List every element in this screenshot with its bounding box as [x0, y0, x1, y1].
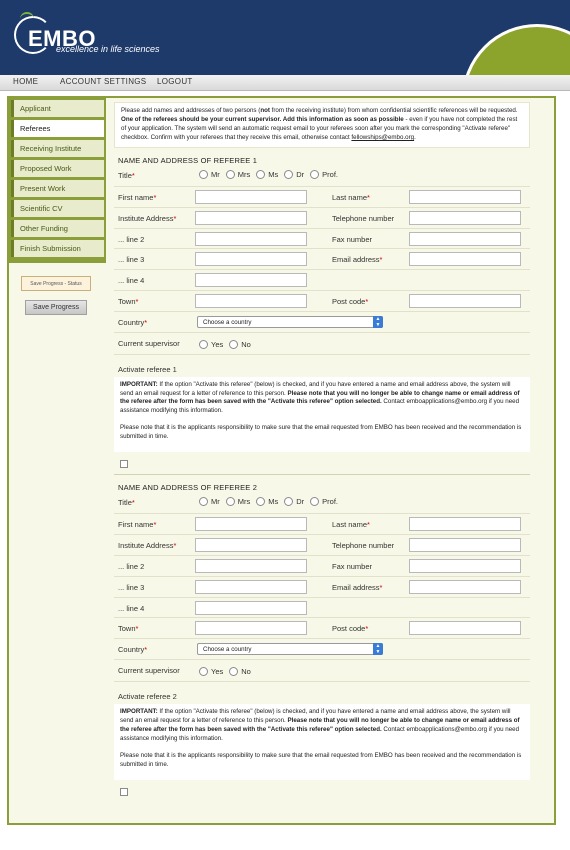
- telephone-input[interactable]: [409, 211, 521, 225]
- title-label: [118, 171, 135, 180]
- line4-row: [114, 598, 530, 619]
- radio-button[interactable]: [256, 497, 265, 506]
- title-row: [114, 492, 530, 514]
- address-line4-input[interactable]: [195, 273, 307, 287]
- label-text: Country: [118, 317, 145, 327]
- last-name-label: [332, 520, 370, 529]
- institute-row: [114, 208, 530, 229]
- activate-referee-2-checkbox[interactable]: [120, 788, 128, 796]
- activate-referee-1-checkbox[interactable]: [120, 460, 128, 468]
- label-text: Town: [118, 624, 136, 634]
- title-mrs-option[interactable]: [226, 497, 251, 506]
- fax-label: Fax number: [332, 234, 373, 244]
- post-code-input[interactable]: [409, 621, 521, 635]
- required-mark: *: [131, 498, 135, 508]
- country-select-value: Choose a country: [203, 318, 252, 326]
- telephone-label: Telephone number: [332, 541, 395, 551]
- required-mark: *: [379, 582, 383, 592]
- telephone-input[interactable]: [409, 538, 521, 552]
- fax-label: Fax number: [332, 562, 373, 572]
- label-text: Post code: [332, 624, 366, 634]
- select-arrows-icon: ▲ ▼: [373, 316, 383, 328]
- country-label: [118, 318, 147, 327]
- required-mark: *: [367, 192, 370, 202]
- title-mrs-option[interactable]: [226, 170, 251, 179]
- supervisor-no-option[interactable]: [229, 667, 251, 676]
- town-input[interactable]: [195, 621, 307, 635]
- title-ms-option[interactable]: [256, 497, 278, 506]
- sidebar-item-other-funding[interactable]: Other Funding: [11, 220, 104, 237]
- town-input[interactable]: [195, 294, 307, 308]
- required-mark: *: [173, 213, 177, 223]
- title-mr-option[interactable]: [199, 170, 220, 179]
- label-text: Email address: [332, 582, 380, 592]
- radio-button[interactable]: [256, 170, 265, 179]
- radio-button[interactable]: [199, 667, 208, 676]
- logo-tagline: excellence in life sciences: [56, 44, 160, 54]
- town-label: [118, 624, 138, 633]
- institute-address-label: [118, 541, 176, 550]
- select-arrows-icon: ▲ ▼: [373, 643, 383, 655]
- supervisor-radio-group: [199, 667, 251, 676]
- first-name-input[interactable]: [195, 190, 307, 204]
- address-line3-input[interactable]: [195, 580, 307, 594]
- radio-label: Dr: [296, 497, 305, 507]
- email-input[interactable]: [409, 580, 521, 594]
- fax-input[interactable]: [409, 232, 521, 246]
- page-header: [0, 0, 570, 75]
- radio-button[interactable]: [284, 497, 293, 506]
- intro-end: .: [414, 133, 416, 141]
- radio-button[interactable]: [229, 667, 238, 676]
- title-prof-option[interactable]: [310, 497, 338, 506]
- name-row: [114, 514, 530, 535]
- address-line3-input[interactable]: [195, 252, 307, 266]
- label-text: First name: [118, 192, 154, 202]
- intro-part: Please add names and addresses of two persons (: [121, 107, 261, 114]
- radio-button[interactable]: [226, 170, 235, 179]
- address-line4-input[interactable]: [195, 601, 307, 615]
- title-dr-option[interactable]: [284, 170, 304, 179]
- title-mr-option[interactable]: [199, 497, 220, 506]
- radio-button[interactable]: [199, 170, 208, 179]
- last-name-input[interactable]: [409, 190, 521, 204]
- decorative-green-circle: [462, 24, 570, 75]
- title-dr-option[interactable]: [284, 497, 304, 506]
- title-ms-option[interactable]: [256, 170, 278, 179]
- nav-logout-link[interactable]: LOGOUT: [157, 77, 193, 86]
- radio-label: Prof.: [322, 169, 339, 179]
- line4-row: [114, 270, 530, 291]
- notice-text: Contact emboapplications@embo.org if you need assistance modifying this information.: [120, 725, 520, 742]
- title-label-text: Title: [118, 498, 132, 508]
- fax-input[interactable]: [409, 559, 521, 573]
- radio-label: Ms: [268, 169, 279, 179]
- title-radio-group: [199, 497, 338, 506]
- address-line4-label: ... line 4: [118, 276, 145, 286]
- required-mark: *: [131, 170, 135, 180]
- radio-button[interactable]: [284, 170, 293, 179]
- town-row: [114, 618, 530, 639]
- address-line2-label: ... line 2: [118, 234, 145, 244]
- radio-label: Ms: [268, 497, 279, 507]
- notice-important: IMPORTANT:: [120, 708, 158, 715]
- activate-notice-1: [114, 377, 530, 453]
- required-mark: *: [153, 520, 157, 530]
- label-text: Email address: [332, 255, 380, 265]
- label-text: Country: [118, 645, 145, 655]
- radio-label: Mr: [211, 169, 220, 179]
- title-radio-group: [199, 170, 338, 179]
- label-text: Town: [118, 296, 136, 306]
- line3-row: [114, 577, 530, 598]
- top-navigation: [0, 75, 570, 91]
- sidebar-nav: [9, 98, 106, 263]
- intro-bold: One of the referees should be your current supervisor. Add this information as soon as possible: [121, 115, 404, 123]
- radio-label: Dr: [296, 169, 305, 179]
- required-mark: *: [365, 624, 369, 634]
- save-progress-button[interactable]: Save Progress: [25, 300, 87, 315]
- last-name-label: [332, 193, 370, 202]
- notice-text: Contact emboapplications@embo.org if you need assistance modifying this information.: [120, 398, 520, 415]
- current-supervisor-label: Current supervisor: [118, 338, 180, 348]
- sidebar-item-present-work[interactable]: Present Work: [11, 180, 104, 197]
- label-text: Last name: [332, 192, 368, 202]
- sidebar-item-proposed-work[interactable]: Proposed Work: [11, 160, 104, 177]
- telephone-label: Telephone number: [332, 213, 395, 223]
- radio-button[interactable]: [310, 170, 319, 179]
- label-text: Last name: [332, 520, 368, 530]
- title-row: [114, 165, 530, 187]
- town-label: [118, 297, 138, 306]
- intro-part: - even if you have not completed the rest of your application. The system will send an automatic request email to your referees soon after you mark the corresponding "Activate referee" checkbox. Confirm with your referees that they receive this email, otherwise contact: [121, 115, 518, 141]
- required-mark: *: [379, 255, 383, 265]
- title-label: [118, 498, 135, 507]
- radio-label: Mrs: [237, 169, 251, 179]
- post-code-label: [332, 297, 368, 306]
- notice-text: If the option "Activate this referee" (below) is checked, and if you have entered a name and email address above, the system will send an email request for a letter of reference to this person.: [120, 380, 511, 397]
- radio-button[interactable]: [229, 340, 238, 349]
- required-mark: *: [144, 317, 148, 327]
- supervisor-no-option[interactable]: [229, 340, 251, 349]
- section-divider: [114, 474, 530, 475]
- line2-row: [114, 229, 530, 250]
- country-select[interactable]: [197, 643, 383, 655]
- radio-label: Mrs: [237, 497, 251, 507]
- notice-paragraph-2: Please note that it is the applicants responsibility to make sure that the email requested from EMBO has been received and the recommendation is submitted in time.: [120, 424, 522, 441]
- radio-button[interactable]: [226, 497, 235, 506]
- supervisor-radio-group: [199, 340, 251, 349]
- supervisor-yes-option[interactable]: [199, 340, 223, 349]
- first-name-label: [118, 193, 156, 202]
- embo-logo[interactable]: EMBO: [28, 26, 96, 51]
- label-text: Post code: [332, 296, 366, 306]
- institute-row: [114, 535, 530, 556]
- notice-text: If the option "Activate this referee" (below) is checked, and if you have entered a name and email address above, the system will send an email request for a letter of reference to this person.: [120, 708, 511, 724]
- activate-referee-1-label: Activate referee 1: [118, 364, 177, 374]
- label-text: First name: [118, 520, 154, 530]
- referee-2-heading: NAME AND ADDRESS OF REFEREE 2: [118, 483, 258, 493]
- country-row: [114, 639, 530, 660]
- radio-button[interactable]: [199, 340, 208, 349]
- radio-label: Yes: [211, 339, 224, 349]
- radio-label: Mr: [211, 497, 220, 507]
- required-mark: *: [367, 520, 370, 530]
- radio-label: Prof.: [322, 497, 339, 507]
- intro-not: not: [260, 107, 270, 114]
- radio-button[interactable]: [199, 497, 208, 506]
- intro-part: from the receiving institute) from whom confidential scientific references will be requested.: [269, 107, 518, 114]
- radio-label: No: [241, 667, 251, 676]
- address-line2-input[interactable]: [195, 559, 307, 573]
- sidebar-item-receiving-institute[interactable]: Receiving Institute: [11, 140, 104, 157]
- address-line4-label: ... line 4: [118, 603, 145, 613]
- activate-notice-2: [114, 704, 530, 780]
- required-mark: *: [365, 296, 369, 306]
- fellowships-email-link[interactable]: fellowships@embo.org: [351, 133, 415, 141]
- address-line2-label: ... line 2: [118, 562, 145, 572]
- institute-address-input[interactable]: [195, 211, 307, 225]
- institute-address-input[interactable]: [195, 538, 307, 552]
- required-mark: *: [135, 624, 139, 634]
- save-progress-status: Save Progress - Status: [21, 276, 91, 291]
- country-label: [118, 645, 147, 654]
- required-mark: *: [153, 192, 157, 202]
- email-input[interactable]: [409, 252, 521, 266]
- title-prof-option[interactable]: [310, 170, 338, 179]
- referees-form: [114, 102, 530, 796]
- supervisor-row: [114, 660, 530, 682]
- activate-referee-2-label: Activate referee 2: [118, 692, 177, 701]
- address-line3-label: ... line 3: [118, 582, 145, 592]
- address-line3-label: ... line 3: [118, 255, 145, 265]
- post-code-label: [332, 624, 368, 633]
- label-text: Institute Address: [118, 541, 174, 551]
- post-code-input[interactable]: [409, 294, 521, 308]
- required-mark: *: [144, 645, 148, 655]
- embo-logo-arc: [20, 12, 34, 19]
- email-label: [332, 255, 382, 264]
- country-select-value: Choose a country: [203, 646, 252, 654]
- notice-bold: Please note that you will no longer be able to change name or email address of the referee after the form has been saved with the "Activate this referee" option selected.: [120, 389, 520, 406]
- radio-label: Yes: [211, 667, 224, 676]
- address-line2-input[interactable]: [195, 232, 307, 246]
- sidebar-item-applicant[interactable]: Applicant: [11, 100, 104, 117]
- radio-button[interactable]: [310, 497, 319, 506]
- email-label: [332, 583, 382, 592]
- required-mark: *: [135, 296, 139, 306]
- country-select[interactable]: [197, 316, 383, 328]
- town-row: [114, 291, 530, 312]
- title-label-text: Title: [118, 170, 132, 180]
- sidebar-item-scientific-cv[interactable]: Scientific CV: [11, 200, 104, 217]
- institute-address-label: [118, 214, 176, 223]
- label-text: Institute Address: [118, 213, 174, 223]
- first-name-label: [118, 520, 156, 529]
- nav-home-link[interactable]: HOME: [13, 77, 39, 86]
- required-mark: *: [173, 541, 177, 551]
- line2-row: [114, 556, 530, 577]
- radio-label: No: [241, 339, 251, 349]
- first-name-input[interactable]: [195, 517, 307, 531]
- referee-1-heading: NAME AND ADDRESS OF REFEREE 1: [118, 155, 258, 165]
- sidebar-item-referees[interactable]: Referees: [11, 120, 104, 137]
- notice-paragraph-2: Please note that it is the applicants responsibility to make sure that the email requested from EMBO has been received and the recommendation is submitted in time.: [120, 751, 522, 768]
- current-supervisor-label: Current supervisor: [118, 666, 180, 675]
- supervisor-row: [114, 333, 530, 355]
- nav-account-settings-link[interactable]: ACCOUNT SETTINGS: [60, 77, 147, 86]
- line3-row: [114, 249, 530, 270]
- notice-bold: Please note that you will no longer be able to change name or email address of the referee after the form has been saved with the "Activate this referee" option selected.: [120, 716, 520, 733]
- name-row: [114, 187, 530, 208]
- intro-text: [114, 102, 530, 148]
- country-row: [114, 312, 530, 333]
- supervisor-yes-option[interactable]: [199, 667, 223, 676]
- sidebar-item-finish-submission[interactable]: Finish Submission: [11, 240, 104, 257]
- notice-important: IMPORTANT:: [120, 380, 158, 388]
- last-name-input[interactable]: [409, 517, 521, 531]
